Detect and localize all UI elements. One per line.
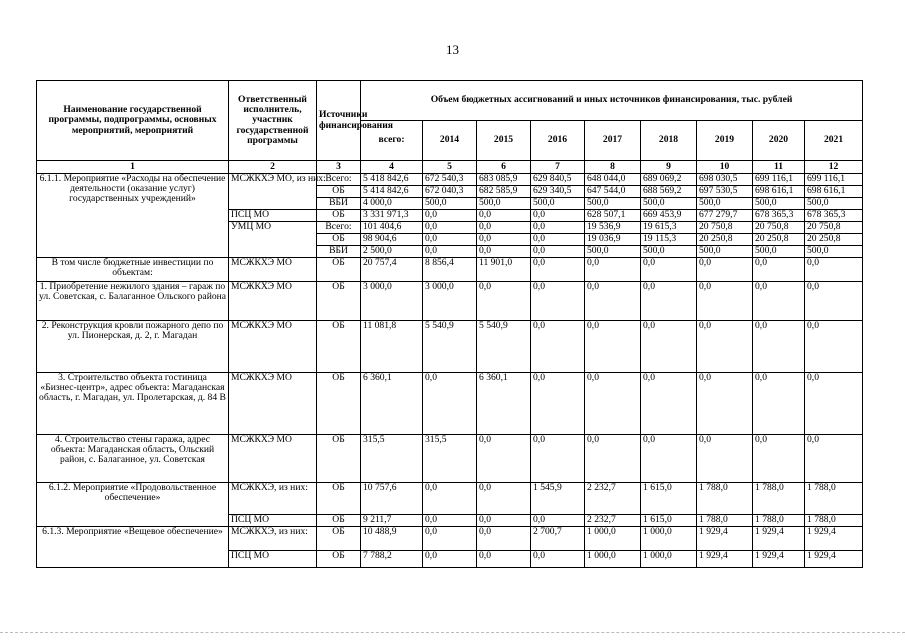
row-source-cell: ОБ	[317, 186, 361, 198]
row-source-cell: Всего:	[317, 222, 361, 234]
header-name: Наименование государственной программы, подпрограммы, основных мероприятий, мероприятий	[37, 81, 229, 161]
row-value-cell: 0,0	[641, 373, 697, 435]
row-executor-cell: МСЖКХЭ МО	[229, 435, 317, 483]
row-value-cell: 0,0	[477, 234, 531, 246]
row-executor-cell: МСЖКХЭ МО	[229, 373, 317, 435]
row-source-cell: ОБ	[317, 258, 361, 282]
row-value-cell: 0,0	[477, 483, 531, 515]
row-value-cell: 0,0	[753, 373, 805, 435]
row-name-cell: 1. Приобретение нежилого здания – гараж по ул. Советская, с. Балаганное Ольского района	[37, 282, 229, 321]
row-value-cell: 500,0	[641, 198, 697, 210]
header-executor: Ответственный исполнитель, участник государственной программы	[229, 81, 317, 161]
row-value-cell: 10 757,6	[361, 483, 423, 515]
row-value-cell: 0,0	[531, 222, 585, 234]
row-value-cell: 0,0	[531, 515, 585, 527]
row-value-cell: 500,0	[805, 198, 863, 210]
row-value-cell: 0,0	[641, 435, 697, 483]
row-value-cell: 6 360,1	[477, 373, 531, 435]
row-value-cell: 0,0	[423, 527, 477, 551]
row-source-cell: ВБИ	[317, 198, 361, 210]
row-value-cell: 0,0	[531, 246, 585, 258]
row-value-cell: 500,0	[805, 246, 863, 258]
index-cell: 8	[585, 161, 641, 174]
row-value-cell: 0,0	[641, 258, 697, 282]
row-value-cell: 3 331 971,3	[361, 210, 423, 222]
row-value-cell: 11 081,8	[361, 321, 423, 373]
row-value-cell: 0,0	[697, 282, 753, 321]
row-value-cell: 8 856,4	[423, 258, 477, 282]
row-value-cell: 0,0	[753, 258, 805, 282]
row-value-cell: 0,0	[697, 373, 753, 435]
index-cell: 1	[37, 161, 229, 174]
row-name-cell: 6.1.1. Мероприятие «Расходы на обеспечение деятельности (оказание услуг) государственных учреждений»	[37, 174, 229, 258]
row-executor-cell: ПСЦ МО	[229, 210, 317, 222]
row-value-cell: 0,0	[753, 321, 805, 373]
index-cell: 4	[361, 161, 423, 174]
row-value-cell: 648 044,0	[585, 174, 641, 186]
row-value-cell: 682 585,9	[477, 186, 531, 198]
row-value-cell: 1 929,4	[753, 551, 805, 568]
row-value-cell: 0,0	[531, 435, 585, 483]
table-row	[37, 483, 863, 515]
row-value-cell: 699 116,1	[805, 174, 863, 186]
row-value-cell: 0,0	[423, 210, 477, 222]
row-value-cell: 101 404,6	[361, 222, 423, 234]
row-value-cell: 628 507,1	[585, 210, 641, 222]
row-value-cell: 0,0	[805, 373, 863, 435]
index-cell: 10	[697, 161, 753, 174]
row-value-cell: 1 788,0	[697, 515, 753, 527]
table-row	[37, 282, 863, 321]
row-value-cell: 0,0	[423, 222, 477, 234]
row-value-cell: 1 929,4	[805, 551, 863, 568]
row-value-cell: 500,0	[585, 246, 641, 258]
row-value-cell: 20 750,8	[753, 222, 805, 234]
row-value-cell: 5 418 842,6	[361, 174, 423, 186]
row-value-cell: 697 530,5	[697, 186, 753, 198]
row-source-cell: ОБ	[317, 210, 361, 222]
table-row	[37, 373, 863, 435]
row-name-cell: 3. Строительство объекта гостиница «Бизнес-центр», адрес объекта: Магаданская область, г. Магадан, ул. Пролетарская, д. 84 В	[37, 373, 229, 435]
row-value-cell: 689 069,2	[641, 174, 697, 186]
row-executor-cell: ПСЦ МО	[229, 515, 317, 527]
row-value-cell: 2 232,7	[585, 515, 641, 527]
row-value-cell: 500,0	[585, 198, 641, 210]
row-value-cell: 6 360,1	[361, 373, 423, 435]
row-name-cell: В том числе бюджетные инвестиции по объектам:	[37, 258, 229, 282]
row-value-cell: 0,0	[477, 282, 531, 321]
row-value-cell: 0,0	[585, 373, 641, 435]
row-source-cell: ОБ	[317, 551, 361, 568]
row-value-cell: 0,0	[531, 234, 585, 246]
row-value-cell: 20 750,8	[697, 222, 753, 234]
row-value-cell: 0,0	[805, 435, 863, 483]
row-value-cell: 0,0	[641, 321, 697, 373]
row-value-cell: 20 750,8	[805, 222, 863, 234]
row-value-cell: 500,0	[641, 246, 697, 258]
row-value-cell: 0,0	[585, 282, 641, 321]
row-value-cell: 0,0	[753, 435, 805, 483]
row-value-cell: 1 788,0	[805, 483, 863, 515]
index-cell: 5	[423, 161, 477, 174]
index-cell: 7	[531, 161, 585, 174]
row-value-cell: 0,0	[753, 282, 805, 321]
row-executor-cell: МСЖКХЭ, из них:	[229, 483, 317, 515]
budget-table	[36, 80, 863, 568]
table-row	[37, 258, 863, 282]
row-value-cell: 1 929,4	[697, 527, 753, 551]
row-value-cell: 1 615,0	[641, 483, 697, 515]
index-row	[37, 161, 863, 174]
header-year: 2019	[697, 121, 753, 161]
row-value-cell: 0,0	[423, 246, 477, 258]
row-value-cell: 699 116,1	[753, 174, 805, 186]
row-value-cell: 698 616,1	[805, 186, 863, 198]
row-value-cell: 5 540,9	[423, 321, 477, 373]
row-value-cell: 0,0	[477, 527, 531, 551]
index-cell: 2	[229, 161, 317, 174]
row-value-cell: 672 540,3	[423, 174, 477, 186]
row-value-cell: 0,0	[477, 246, 531, 258]
row-value-cell: 647 544,0	[585, 186, 641, 198]
row-value-cell: 20 250,8	[697, 234, 753, 246]
index-cell: 12	[805, 161, 863, 174]
row-value-cell: 0,0	[477, 210, 531, 222]
row-source-cell: Всего:	[317, 174, 361, 186]
row-value-cell: 500,0	[753, 246, 805, 258]
row-name-cell: 4. Строительство стены гаража, адрес объекта: Магаданская область, Ольский район, с. Балаганное, ул. Советская	[37, 435, 229, 483]
row-value-cell: 0,0	[531, 321, 585, 373]
row-value-cell: 7 788,2	[361, 551, 423, 568]
index-cell: 3	[317, 161, 361, 174]
table-row	[37, 527, 863, 551]
row-value-cell: 20 250,8	[753, 234, 805, 246]
row-value-cell: 10 488,9	[361, 527, 423, 551]
row-value-cell: 3 000,0	[423, 282, 477, 321]
row-value-cell: 0,0	[477, 222, 531, 234]
header-year: 2017	[585, 121, 641, 161]
row-value-cell: 0,0	[585, 321, 641, 373]
row-value-cell: 1 788,0	[753, 515, 805, 527]
row-executor-cell: МСЖКХЭ МО	[229, 321, 317, 373]
row-value-cell: 20 250,8	[805, 234, 863, 246]
row-value-cell: 19 115,3	[641, 234, 697, 246]
index-cell: 9	[641, 161, 697, 174]
row-value-cell: 698 616,1	[753, 186, 805, 198]
row-value-cell: 0,0	[697, 258, 753, 282]
row-value-cell: 19 615,3	[641, 222, 697, 234]
row-executor-cell: МСЖКХЭ МО	[229, 282, 317, 321]
row-source-cell: ОБ	[317, 321, 361, 373]
header-year: 2014	[423, 121, 477, 161]
row-executor-cell: МСЖКХЭ МО	[229, 258, 317, 282]
row-value-cell: 0,0	[531, 282, 585, 321]
row-source-cell: ОБ	[317, 435, 361, 483]
row-source-cell: ОБ	[317, 234, 361, 246]
row-value-cell: 500,0	[531, 198, 585, 210]
row-value-cell: 1 000,0	[641, 527, 697, 551]
row-value-cell: 315,5	[361, 435, 423, 483]
row-value-cell: 672 040,3	[423, 186, 477, 198]
row-executor-cell: МСЖКХЭ МО, из них:	[229, 174, 317, 210]
row-value-cell: 5 540,9	[477, 321, 531, 373]
header-year: всего:	[361, 121, 423, 161]
row-name-cell: 6.1.2. Мероприятие «Продовольственное обеспечение»	[37, 483, 229, 527]
row-value-cell: 683 085,9	[477, 174, 531, 186]
row-source-cell: ОБ	[317, 527, 361, 551]
row-value-cell: 500,0	[697, 198, 753, 210]
row-executor-cell: УМЦ МО	[229, 222, 317, 258]
row-value-cell: 3 000,0	[361, 282, 423, 321]
row-value-cell: 500,0	[753, 198, 805, 210]
row-value-cell: 0,0	[477, 551, 531, 568]
row-value-cell: 9 211,7	[361, 515, 423, 527]
header-year: 2015	[477, 121, 531, 161]
row-source-cell: ОБ	[317, 282, 361, 321]
row-value-cell: 98 904,6	[361, 234, 423, 246]
page-edge-rule	[0, 632, 905, 634]
header-year: 2020	[753, 121, 805, 161]
row-value-cell: 0,0	[423, 483, 477, 515]
row-value-cell: 678 365,3	[805, 210, 863, 222]
row-value-cell: 0,0	[805, 321, 863, 373]
row-value-cell: 1 000,0	[641, 551, 697, 568]
row-value-cell: 1 788,0	[753, 483, 805, 515]
row-value-cell: 1 000,0	[585, 551, 641, 568]
page-number: 13	[446, 42, 459, 57]
index-cell: 11	[753, 161, 805, 174]
row-value-cell: 669 453,9	[641, 210, 697, 222]
row-value-cell: 0,0	[531, 551, 585, 568]
row-value-cell: 500,0	[697, 246, 753, 258]
row-value-cell: 0,0	[423, 515, 477, 527]
row-value-cell: 1 929,4	[805, 527, 863, 551]
row-value-cell: 5 414 842,6	[361, 186, 423, 198]
row-value-cell: 677 279,7	[697, 210, 753, 222]
row-value-cell: 500,0	[423, 198, 477, 210]
row-value-cell: 0,0	[585, 435, 641, 483]
row-value-cell: 1 545,9	[531, 483, 585, 515]
row-value-cell: 688 569,2	[641, 186, 697, 198]
table-row	[37, 321, 863, 373]
row-source-cell: ОБ	[317, 483, 361, 515]
row-value-cell: 2 700,7	[531, 527, 585, 551]
row-value-cell: 0,0	[477, 515, 531, 527]
row-value-cell: 20 757,4	[361, 258, 423, 282]
row-value-cell: 0,0	[641, 282, 697, 321]
row-value-cell: 698 030,5	[697, 174, 753, 186]
row-value-cell: 678 365,3	[753, 210, 805, 222]
row-executor-cell: ПСЦ МО	[229, 551, 317, 568]
row-value-cell: 1 929,4	[697, 551, 753, 568]
row-value-cell: 19 536,9	[585, 222, 641, 234]
row-value-cell: 0,0	[697, 435, 753, 483]
row-executor-cell: МСЖКХЭ, из них:	[229, 527, 317, 551]
row-value-cell: 2 232,7	[585, 483, 641, 515]
header-year: 2021	[805, 121, 863, 161]
row-value-cell: 0,0	[805, 282, 863, 321]
row-value-cell: 0,0	[805, 258, 863, 282]
row-value-cell: 315,5	[423, 435, 477, 483]
row-name-cell: 2. Реконструкция кровли пожарного депо по ул. Пионерская, д. 2, г. Магадан	[37, 321, 229, 373]
table-row	[37, 174, 863, 186]
header-volume: Объем бюджетных ассигнований и иных источников финансирования, тыс. рублей	[361, 81, 863, 121]
header-year: 2016	[531, 121, 585, 161]
row-value-cell: 1 000,0	[585, 527, 641, 551]
table-body	[37, 174, 863, 568]
header-year: 2018	[641, 121, 697, 161]
row-value-cell: 0,0	[531, 258, 585, 282]
row-value-cell: 1 929,4	[753, 527, 805, 551]
row-value-cell: 0,0	[531, 210, 585, 222]
row-value-cell: 629 340,5	[531, 186, 585, 198]
row-source-cell: ОБ	[317, 373, 361, 435]
row-value-cell: 4 000,0	[361, 198, 423, 210]
row-value-cell: 500,0	[477, 198, 531, 210]
row-value-cell: 0,0	[423, 234, 477, 246]
row-value-cell: 0,0	[477, 435, 531, 483]
row-value-cell: 1 788,0	[805, 515, 863, 527]
row-value-cell: 0,0	[697, 321, 753, 373]
row-source-cell: ОБ	[317, 515, 361, 527]
row-value-cell: 1 788,0	[697, 483, 753, 515]
row-value-cell: 19 036,9	[585, 234, 641, 246]
row-value-cell: 0,0	[423, 373, 477, 435]
row-value-cell: 2 500,0	[361, 246, 423, 258]
index-cell: 6	[477, 161, 531, 174]
row-name-cell: 6.1.3. Мероприятие «Вещевое обеспечение»	[37, 527, 229, 568]
table-row	[37, 435, 863, 483]
header-source: Источники финансирования	[317, 81, 361, 161]
row-value-cell: 0,0	[531, 373, 585, 435]
row-source-cell: ВБИ	[317, 246, 361, 258]
row-value-cell: 629 840,5	[531, 174, 585, 186]
row-value-cell: 0,0	[585, 258, 641, 282]
row-value-cell: 11 901,0	[477, 258, 531, 282]
row-value-cell: 0,0	[423, 551, 477, 568]
row-value-cell: 1 615,0	[641, 515, 697, 527]
